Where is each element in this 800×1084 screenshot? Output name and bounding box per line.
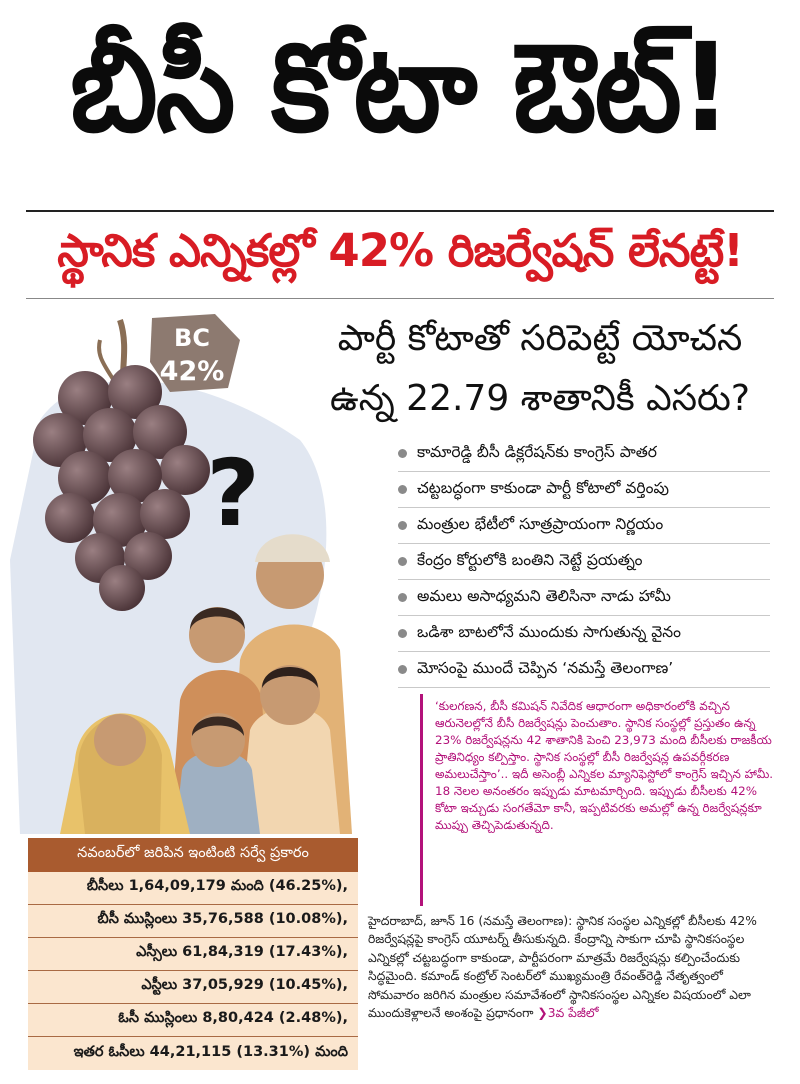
subhead-divider — [26, 298, 774, 299]
list-item: మంత్రుల భేటీలో సూత్రప్రాయంగా నిర్ణయం — [398, 508, 770, 544]
survey-row: బీసీ ముస్లింలు 35,76,588 (10.08%), — [28, 905, 358, 938]
bc-42-leaf-badge — [150, 314, 240, 392]
list-item: ఒడిశా బాటలోనే ముందుకు సాగుతున్న వైనం — [398, 616, 770, 652]
survey-row: ఎస్సీలు 61,84,319 (17.43%), — [28, 938, 358, 971]
bullet-dot-icon — [398, 557, 407, 566]
manifesto-quote-text: ‘కులగణన, బీసీ కమిషన్‌ నివేదిక ఆధారంగా అధికారంలోకి వచ్చిన ఆరునెలల్లోనే బీసీ రిజర్వేషన్లు పెంచుతాం. స్థానిక సంస్థల్లో ప్రస్తుతం ఉన్న 23% రిజర్వేషన్లను 42 శాతానికి పెంచి 23,973 మంది బీసీలకు రాజకీయ ప్రాతినిధ్యం కల్పిస్తాం. స్థానిక సంస్థల్లో బీసీ రిజర్వేషన్ల ఉపవర్గీకరణ అమలుచేస్తాం’.. ఇదీ అసెంబ్లీ ఎన్నికల మ్యానిఫెస్టోలో కాంగ్రెస్‌ ఇచ్చిన హామీ. 18 నెలల అనంతరం ఇప్పుడు మాటమార్చింది. ఇప్పుడు బీసీలకు 42% కోటా ఇచ్చుడు సంగతేమో కానీ, ఇప్పటివరకు అమల్లో ఉన్న రిజర్వేషన్లకూ ముప్పు తెచ్చిపెడుతున్నది. — [435, 699, 774, 832]
bullet-dot-icon — [398, 665, 407, 674]
bullet-dot-icon — [398, 485, 407, 494]
deck-line-2: ఉన్న 22.79 శాతానికీ ఎసరు? — [330, 378, 750, 419]
headline: బీసీ కోటా ఔట్‌! — [70, 16, 730, 159]
list-item: కామారెడ్డి బీసీ డిక్లరేషన్‌కు కాంగ్రెస్‌ పాతర — [398, 436, 770, 472]
manifesto-quote-box — [420, 694, 782, 906]
list-item: చట్టబద్ధంగా కాకుండా పార్టీ కోటాలో వర్తింపు — [398, 472, 770, 508]
subheadline: స్థానిక ఎన్నికల్లో 42% రిజర్వేషన్‌ లేనట్టే! — [57, 224, 743, 277]
survey-row: ఓసీ ముస్లింలు 8,80,424 (2.48%), — [28, 1004, 358, 1037]
bullet-dot-icon — [398, 521, 407, 530]
survey-row: ఎస్టీలు 37,05,929 (10.45%), — [28, 971, 358, 1004]
article-body-text: హైదరాబాద్‌, జూన్‌ 16 (నమస్తే తెలంగాణ): స్థానిక సంస్థల ఎన్నికల్లో బీసీలకు 42% రిజర్వేషన్లపై కాంగ్రెస్‌ యూటర్న్‌ తీసుకున్నది. కేంద్రాన్ని సాకుగా చూపి స్థానికసంస్థల ఎన్నికల్లో చట్టబద్ధంగా కాకుండా, పార్టీపరంగా మాత్రమే రిజర్వేషన్లు కల్పించేందుకు సిద్ధమైంది. కమాండ్‌ కంట్రోల్‌ సెంటర్‌లో ముఖ్యమంత్రి రేవంత్‌రెడ్డి నేతృత్వంలో సోమవారం జరిగిన మంత్రుల సమావేశంలో స్థానికసంస్థల ఎన్నికల విషయంలో ఎలా ముందుకెళ్లాలనే అంశంపై ప్రధానంగా — [368, 914, 757, 1021]
survey-title: నవంబర్‌లో జరిపిన ఇంటింటి సర్వే ప్రకారం — [28, 838, 358, 872]
badge-top-text: BC — [174, 324, 210, 352]
survey-row: ఇతర ఓసీలు 44,21,115 (13.31%) మంది — [73, 1043, 348, 1060]
bullet-dot-icon — [398, 449, 407, 458]
article-body — [368, 912, 778, 1022]
list-item: మోసంపై ముందే చెప్పిన ‘నమస్తే తెలంగాణ’ — [398, 652, 770, 688]
headline-divider — [26, 210, 774, 212]
list-item: కేంద్రం కోర్టులోకి బంతిని నెట్టే ప్రయత్నం — [398, 544, 770, 580]
bullet-dot-icon — [398, 629, 407, 638]
question-mark-icon: ? — [206, 440, 260, 547]
key-points-list — [398, 436, 770, 688]
badge-bottom-text: 42% — [159, 356, 225, 387]
bullet-dot-icon — [398, 593, 407, 602]
deck-line-1: పార్టీ కోటాతో సరిపెట్టే యోచన — [337, 318, 743, 359]
survey-panel — [28, 838, 358, 1070]
survey-row: బీసీలు 1,64,09,179 మంది (46.25%), — [28, 872, 358, 905]
continue-note[interactable]: ❯3వ పేజీలో — [537, 1006, 599, 1021]
list-item: అమలు అసాధ్యమని తెలిసినా నాడు హామీ — [398, 580, 770, 616]
